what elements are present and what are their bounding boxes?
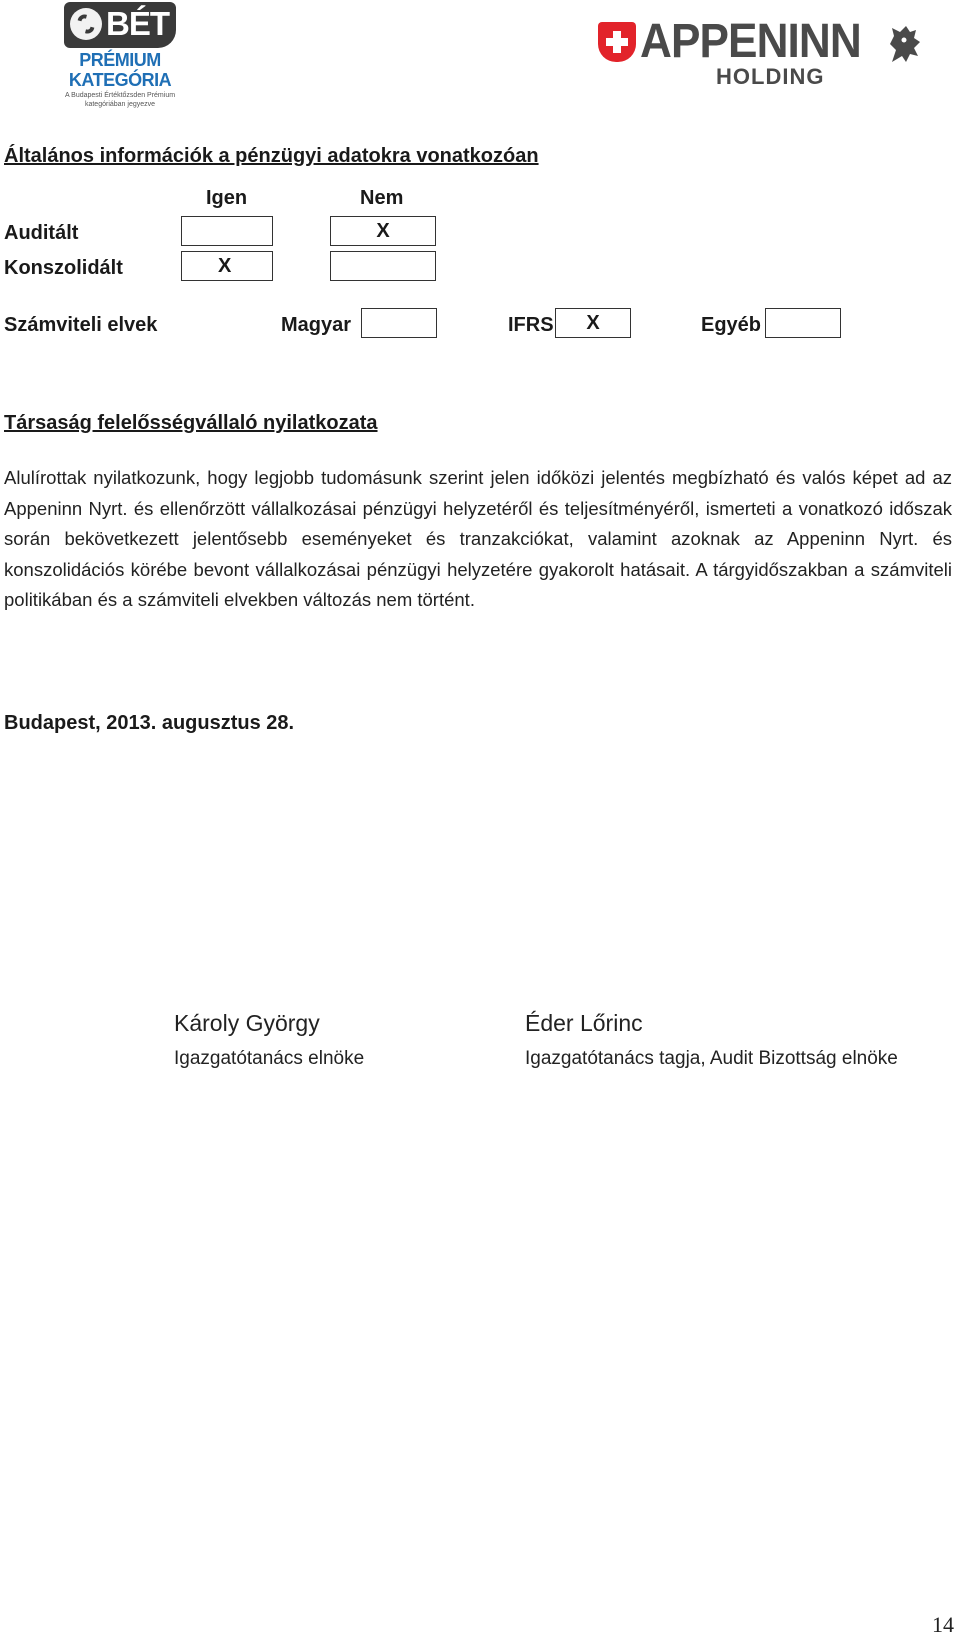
bet-logo-line2: KATEGÓRIA	[68, 70, 172, 90]
bet-badge	[64, 2, 176, 48]
appeninn-holding-logo	[598, 16, 930, 92]
bet-logo-small1: A Budapesti Értéktőzsden Prémium	[64, 92, 176, 99]
bear-emblem-icon	[884, 22, 924, 66]
accounting-ifrs-mark: X	[586, 311, 600, 334]
general-info-heading: Általános információk a pénzügyi adatokra vonatkozóan	[4, 145, 539, 167]
bet-swirl-icon	[70, 8, 102, 40]
accounting-ifrs-box[interactable]	[555, 308, 631, 338]
bet-logo-line1: PRÉMIUM	[79, 50, 161, 70]
consolidated-no-box[interactable]	[330, 251, 436, 281]
col-no-label: Nem	[360, 187, 404, 209]
consolidated-yes-mark: X	[218, 254, 232, 277]
accounting-other-box[interactable]	[765, 308, 841, 338]
signatory-1-role: Igazgatótanács elnöke	[174, 1048, 365, 1069]
appeninn-logo-sub: HOLDING	[716, 64, 825, 89]
bet-logo-small2: kategóriában jegyezve	[84, 101, 156, 108]
consolidated-yes-box[interactable]	[181, 251, 273, 281]
appeninn-logo-name: APPENINN	[640, 15, 861, 68]
col-yes-label: Igen	[206, 187, 248, 209]
statement-heading: Társaság felelősségvállaló nyilatkozata	[4, 412, 378, 434]
audited-yes-box[interactable]	[181, 216, 273, 246]
signatory-2-role: Igazgatótanács tagja, Audit Bizottság elnöke	[525, 1048, 898, 1069]
bet-premium-logo	[64, 2, 176, 108]
bet-logo-name: BÉT	[106, 5, 169, 42]
statement-date: Budapest, 2013. augusztus 28.	[4, 712, 295, 734]
accounting-ifrs-label: IFRS	[508, 314, 554, 336]
accounting-other-label: Egyéb	[701, 314, 762, 336]
swiss-cross-shield-icon	[598, 22, 636, 62]
audited-label: Auditált	[4, 222, 79, 244]
page-number: 14	[932, 1612, 954, 1637]
accounting-hungarian-label: Magyar	[281, 314, 352, 336]
signatory-1-name: Károly György	[174, 1010, 320, 1036]
audited-no-mark: X	[376, 219, 390, 242]
consolidated-label: Konszolidált	[4, 257, 123, 279]
audited-no-box[interactable]	[330, 216, 436, 246]
accounting-hungarian-box[interactable]	[361, 308, 437, 338]
accounting-label: Számviteli elvek	[4, 314, 158, 336]
statement-body: Alulírottak nyilatkozunk, hogy legjobb tudomásunk szerint jelen időközi jelentés megbízható és valós képet ad az Appeninn Nyrt. és ellenőrzött vállalkozásai pénzügyi helyzetéről és teljesítményéről, ismerteti a vonatkozó időszak során bekövetkezett jelentősebb eseményeket és tranzakciókat, valamint azoknak az Appeninn Nyrt. és konszolidációs körébe bevont vállalkozásai pénzügyi helyzetére gyakorolt hatásait. A tárgyidőszakban a számviteli politikában és a számviteli elvekben változás nem történt.	[4, 467, 952, 610]
signatory-2-name: Éder Lőrinc	[525, 1010, 643, 1036]
